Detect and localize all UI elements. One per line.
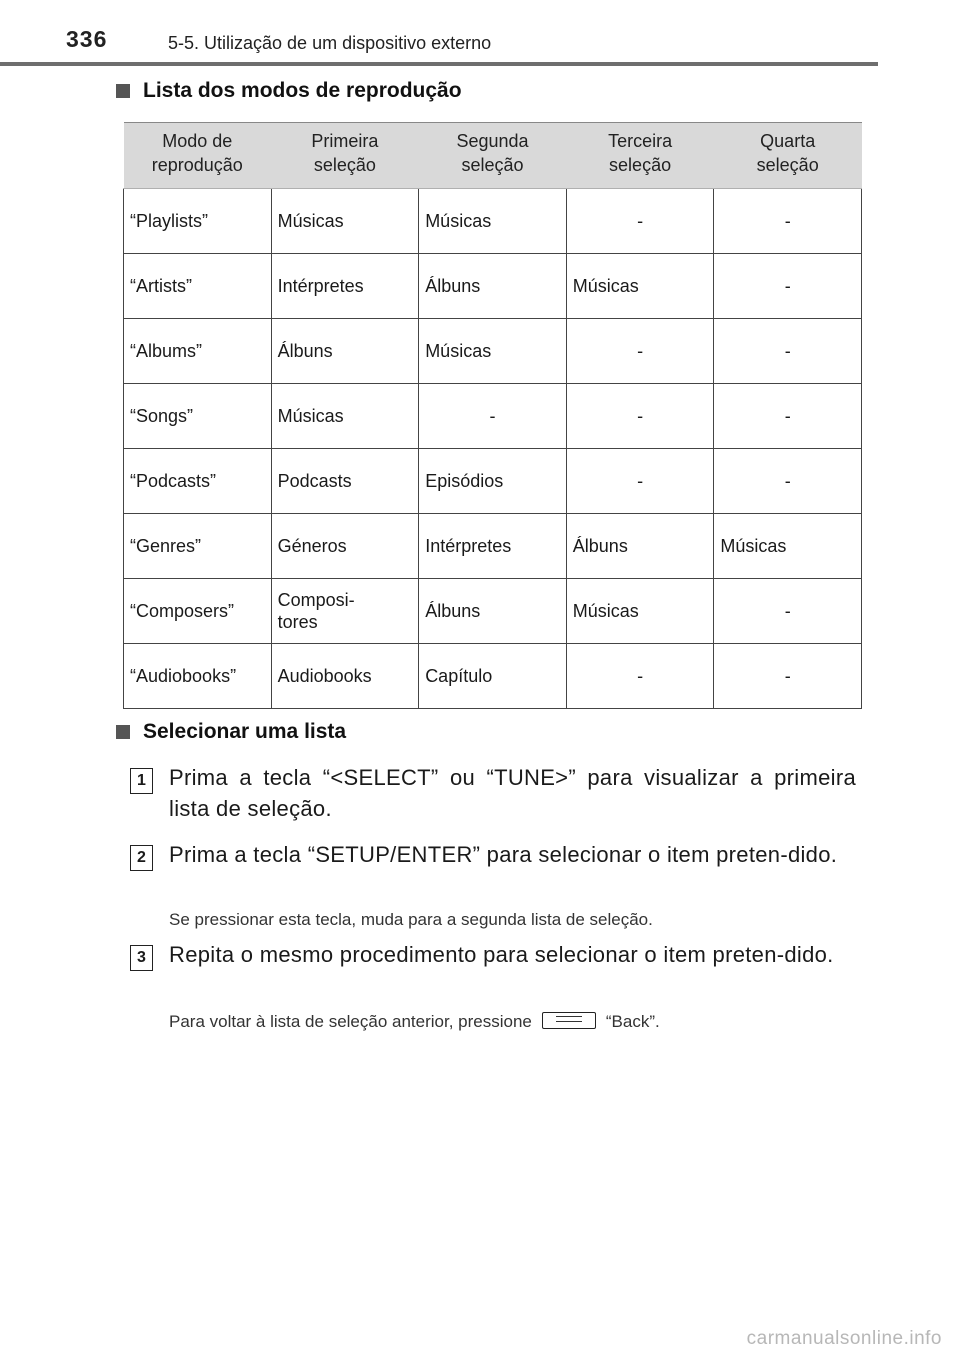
table-cell: Audiobooks — [271, 644, 419, 709]
square-bullet-icon — [116, 84, 130, 98]
header-cell: Primeira seleção — [271, 123, 419, 189]
table-cell: “Composers” — [124, 579, 272, 644]
table-cell: Músicas — [271, 384, 419, 449]
table-cell: Músicas — [419, 189, 567, 254]
table-cell: - — [566, 644, 714, 709]
table-cell: - — [714, 189, 862, 254]
table-cell: Episódios — [419, 449, 567, 514]
table-cell: Músicas — [271, 189, 419, 254]
table-cell: Álbuns — [271, 319, 419, 384]
table-cell: - — [714, 579, 862, 644]
table-cell: Intérpretes — [419, 514, 567, 579]
table-cell: - — [714, 319, 862, 384]
table-row — [124, 514, 862, 579]
table-cell: Capítulo — [419, 644, 567, 709]
table-cell: Músicas — [419, 319, 567, 384]
step-1 — [130, 762, 856, 824]
chapter-title: 5-5. Utilização de um dispositivo externo — [168, 33, 492, 53]
table-cell: Músicas — [566, 254, 714, 319]
table-cell: - — [566, 384, 714, 449]
page-header — [0, 0, 960, 64]
section-title: Lista dos modos de reprodução — [143, 79, 462, 102]
watermark: carmanualsonline.info — [746, 1328, 942, 1349]
table-cell: Álbuns — [419, 254, 567, 319]
table-cell: - — [566, 319, 714, 384]
table-row — [124, 319, 862, 384]
table-row — [124, 449, 862, 514]
table-row — [124, 644, 862, 709]
square-bullet-icon — [116, 725, 130, 739]
playback-modes-table — [123, 122, 862, 709]
table-cell: - — [714, 384, 862, 449]
step-number-badge: 3 — [130, 945, 153, 971]
table-cell: Géneros — [271, 514, 419, 579]
table-cell: Músicas — [714, 514, 862, 579]
table-cell: Podcasts — [271, 449, 419, 514]
table-cell: - — [714, 644, 862, 709]
table-header-row — [124, 123, 862, 189]
table-cell: - — [566, 449, 714, 514]
table-cell: - — [714, 449, 862, 514]
table-cell: Intérpretes — [271, 254, 419, 319]
header-cell: Segunda seleção — [419, 123, 567, 189]
step-2-note: Se pressionar esta tecla, muda para a segunda lista de seleção. — [169, 910, 653, 929]
step-text: Prima a tecla “<SELECT” ou “TUNE>” para visualizar a primeira lista de seleção. — [169, 765, 856, 821]
table-cell: “Podcasts” — [124, 449, 272, 514]
step-text: Prima a tecla “SETUP/ENTER” para selecionar o item preten-dido. — [169, 842, 838, 867]
header-cell: Terceira seleção — [566, 123, 714, 189]
header-cell: Quarta seleção — [714, 123, 862, 189]
table-cell: “Albums” — [124, 319, 272, 384]
table-cell: - — [714, 254, 862, 319]
table-cell: Músicas — [566, 579, 714, 644]
table-cell: “Artists” — [124, 254, 272, 319]
table-cell: - — [566, 189, 714, 254]
table-cell: - — [419, 384, 567, 449]
table-cell: Álbuns — [419, 579, 567, 644]
table-cell: Álbuns — [566, 514, 714, 579]
step-2 — [130, 839, 856, 870]
table-cell: “Playlists” — [124, 189, 272, 254]
note-text: “Back”. — [605, 1012, 660, 1031]
table-cell: “Songs” — [124, 384, 272, 449]
table-cell: “Genres” — [124, 514, 272, 579]
section-heading-modes — [116, 79, 462, 103]
section-title: Selecionar uma lista — [143, 720, 347, 743]
note-text: Para voltar à lista de seleção anterior, pressione — [169, 1012, 532, 1031]
header-divider — [0, 62, 878, 66]
section-heading-select — [116, 720, 346, 744]
step-3-note — [169, 1012, 660, 1032]
step-3 — [130, 939, 856, 970]
table-row — [124, 384, 862, 449]
table-cell: “Audiobooks” — [124, 644, 272, 709]
table-row — [124, 189, 862, 254]
step-number-badge: 1 — [130, 768, 153, 794]
back-button-icon — [542, 1012, 596, 1029]
step-number-badge: 2 — [130, 845, 153, 871]
header-cell: Modo de reprodução — [124, 123, 272, 189]
table-row — [124, 579, 862, 644]
table-cell: Composi- tores — [271, 579, 419, 644]
page-number: 336 — [66, 26, 108, 52]
step-text: Repita o mesmo procedimento para selecionar o item preten-dido. — [169, 942, 834, 967]
table-row — [124, 254, 862, 319]
